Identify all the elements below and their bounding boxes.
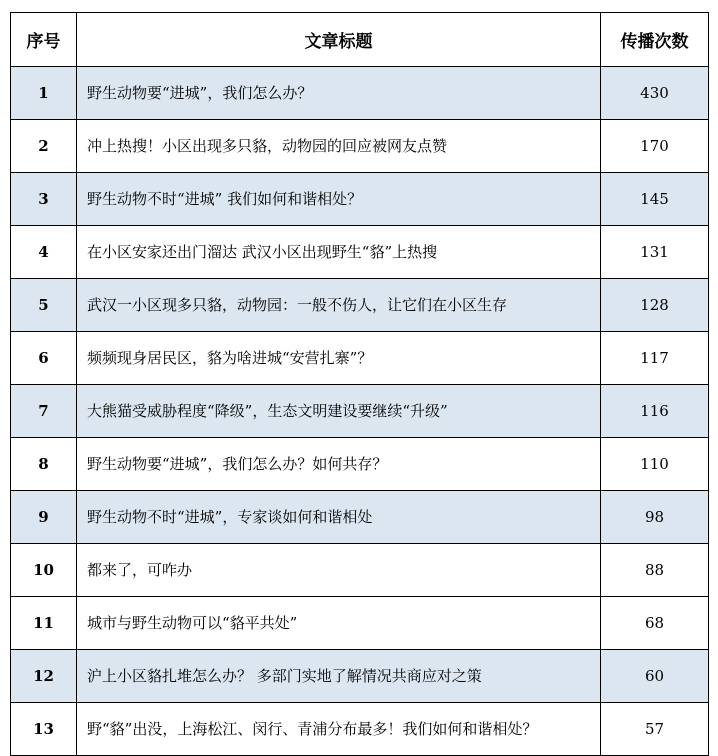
row-index: 7 <box>11 385 77 438</box>
row-index: 3 <box>11 173 77 226</box>
row-index: 5 <box>11 279 77 332</box>
row-count: 57 <box>601 703 709 756</box>
row-index: 4 <box>11 226 77 279</box>
table-row <box>11 332 709 385</box>
row-title: 武汉一小区现多只貉，动物园：一般不伤人，让它们在小区生存 <box>77 279 601 332</box>
row-count: 145 <box>601 173 709 226</box>
row-index: 9 <box>11 491 77 544</box>
row-index: 8 <box>11 438 77 491</box>
row-count: 88 <box>601 544 709 597</box>
row-title: 大熊猫受威胁程度“降级”，生态文明建设要继续“升级” <box>77 385 601 438</box>
row-index: 13 <box>11 703 77 756</box>
row-title: 野生动物要“进城”，我们怎么办？如何共存？ <box>77 438 601 491</box>
row-count: 110 <box>601 438 709 491</box>
table-row <box>11 385 709 438</box>
table-row <box>11 544 709 597</box>
row-count: 117 <box>601 332 709 385</box>
row-title: 冲上热搜！小区出现多只貉，动物园的回应被网友点赞 <box>77 120 601 173</box>
table-row <box>11 173 709 226</box>
row-title: 城市与野生动物可以“貉平共处” <box>77 597 601 650</box>
row-index: 11 <box>11 597 77 650</box>
row-index: 10 <box>11 544 77 597</box>
row-title: 沪上小区貉扎堆怎么办？ 多部门实地了解情况共商应对之策 <box>77 650 601 703</box>
row-count: 128 <box>601 279 709 332</box>
table-row <box>11 703 709 756</box>
header-title: 文章标题 <box>77 13 601 67</box>
row-count: 60 <box>601 650 709 703</box>
table-row <box>11 438 709 491</box>
table-row <box>11 279 709 332</box>
row-count: 116 <box>601 385 709 438</box>
row-count: 68 <box>601 597 709 650</box>
row-index: 1 <box>11 67 77 120</box>
table-row <box>11 226 709 279</box>
header-index: 序号 <box>11 13 77 67</box>
table-row <box>11 120 709 173</box>
table-row <box>11 650 709 703</box>
row-title: 都来了，可咋办 <box>77 544 601 597</box>
row-count: 98 <box>601 491 709 544</box>
row-title: 野生动物要“进城”，我们怎么办？ <box>77 67 601 120</box>
row-count: 170 <box>601 120 709 173</box>
header-count: 传播次数 <box>601 13 709 67</box>
row-title: 在小区安家还出门溜达 武汉小区出现野生“貉”上热搜 <box>77 226 601 279</box>
row-count: 430 <box>601 67 709 120</box>
row-index: 2 <box>11 120 77 173</box>
row-title: 野生动物不时“进城” 我们如何和谐相处？ <box>77 173 601 226</box>
row-count: 131 <box>601 226 709 279</box>
row-title: 野“貉”出没，上海松江、闵行、青浦分布最多！我们如何和谐相处？ <box>77 703 601 756</box>
table-row <box>11 67 709 120</box>
table-header-row <box>11 13 709 67</box>
row-title: 野生动物不时“进城”，专家谈如何和谐相处 <box>77 491 601 544</box>
row-index: 12 <box>11 650 77 703</box>
row-index: 6 <box>11 332 77 385</box>
table-row <box>11 491 709 544</box>
table-row <box>11 597 709 650</box>
article-spread-table <box>10 12 709 756</box>
row-title: 频频现身居民区，貉为啥进城“安营扎寨”？ <box>77 332 601 385</box>
